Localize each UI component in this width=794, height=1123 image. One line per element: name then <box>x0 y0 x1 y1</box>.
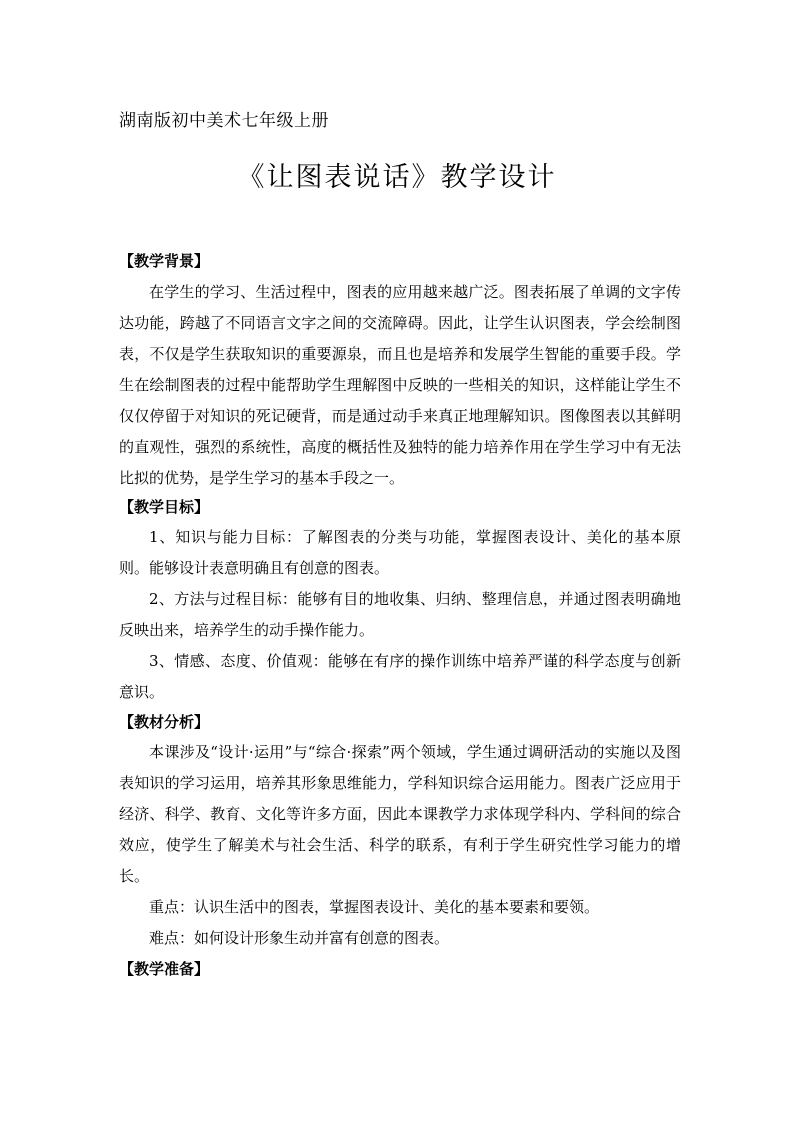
section-heading-background: 【教学背景】 <box>119 252 210 270</box>
objective-item-3: 3、情感、态度、价值观：能够在有序的操作训练中培养严谨的科学态度与创新意识。 <box>119 652 681 701</box>
analysis-paragraph: 本课涉及“设计·运用”与“综合·探索”两个领域，学生通过调研活动的实施以及图表知识的学习运用，培养其形象思维能力，学科知识综合运用能力。图表广泛应用于经济、科学、教育、文化等许多方面，因此本课教学力求体现学科内、学科间的综合效应，使学生了解美术与社会生活、科学的联系，有利于学生研究性学习能力的增长。 <box>119 743 681 885</box>
difficult-point: 难点：如何设计形象生动并富有创意的图表。 <box>149 929 450 947</box>
key-point: 重点：认识生活中的图表，掌握图表设计、美化的基本要素和要领。 <box>149 898 600 916</box>
section-heading-analysis: 【教材分析】 <box>119 713 210 731</box>
section-heading-objectives: 【教学目标】 <box>119 498 210 516</box>
background-paragraph: 在学生的学习、生活过程中，图表的应用越来越广泛。图表拓展了单调的文字传达功能，跨越了不同语言文字之间的交流障碍。因此，让学生认识图表，学会绘制图表，不仅是学生获取知识的重要源泉，而且也是培养和发展学生智能的重要手段。学生在绘制图表的过程中能帮助学生理解图中反映的一些相关的知识，这样能让学生不仅仅停留于对知识的死记硬背，而是通过动手来真正地理解知识。图像图表以其鲜明的直观性，强烈的系统性，高度的概括性及独特的能力培养作用在学生学习中有无法比拟的优势，是学生学习的基本手段之一。 <box>119 283 681 487</box>
objective-item-2: 2、方法与过程目标：能够有目的地收集、归纳、整理信息，并通过图表明确地反映出来，培养学生的动手操作能力。 <box>119 590 681 639</box>
page-title: 《让图表说话》教学设计 <box>237 162 557 193</box>
section-heading-preparation: 【教学准备】 <box>119 960 210 978</box>
objective-item-1: 1、知识与能力目标：了解图表的分类与功能，掌握图表设计、美化的基本原则。能够设计表意明确且有创意的图表。 <box>119 528 681 577</box>
subject-line: 湖南版初中美术七年级上册 <box>119 111 329 131</box>
